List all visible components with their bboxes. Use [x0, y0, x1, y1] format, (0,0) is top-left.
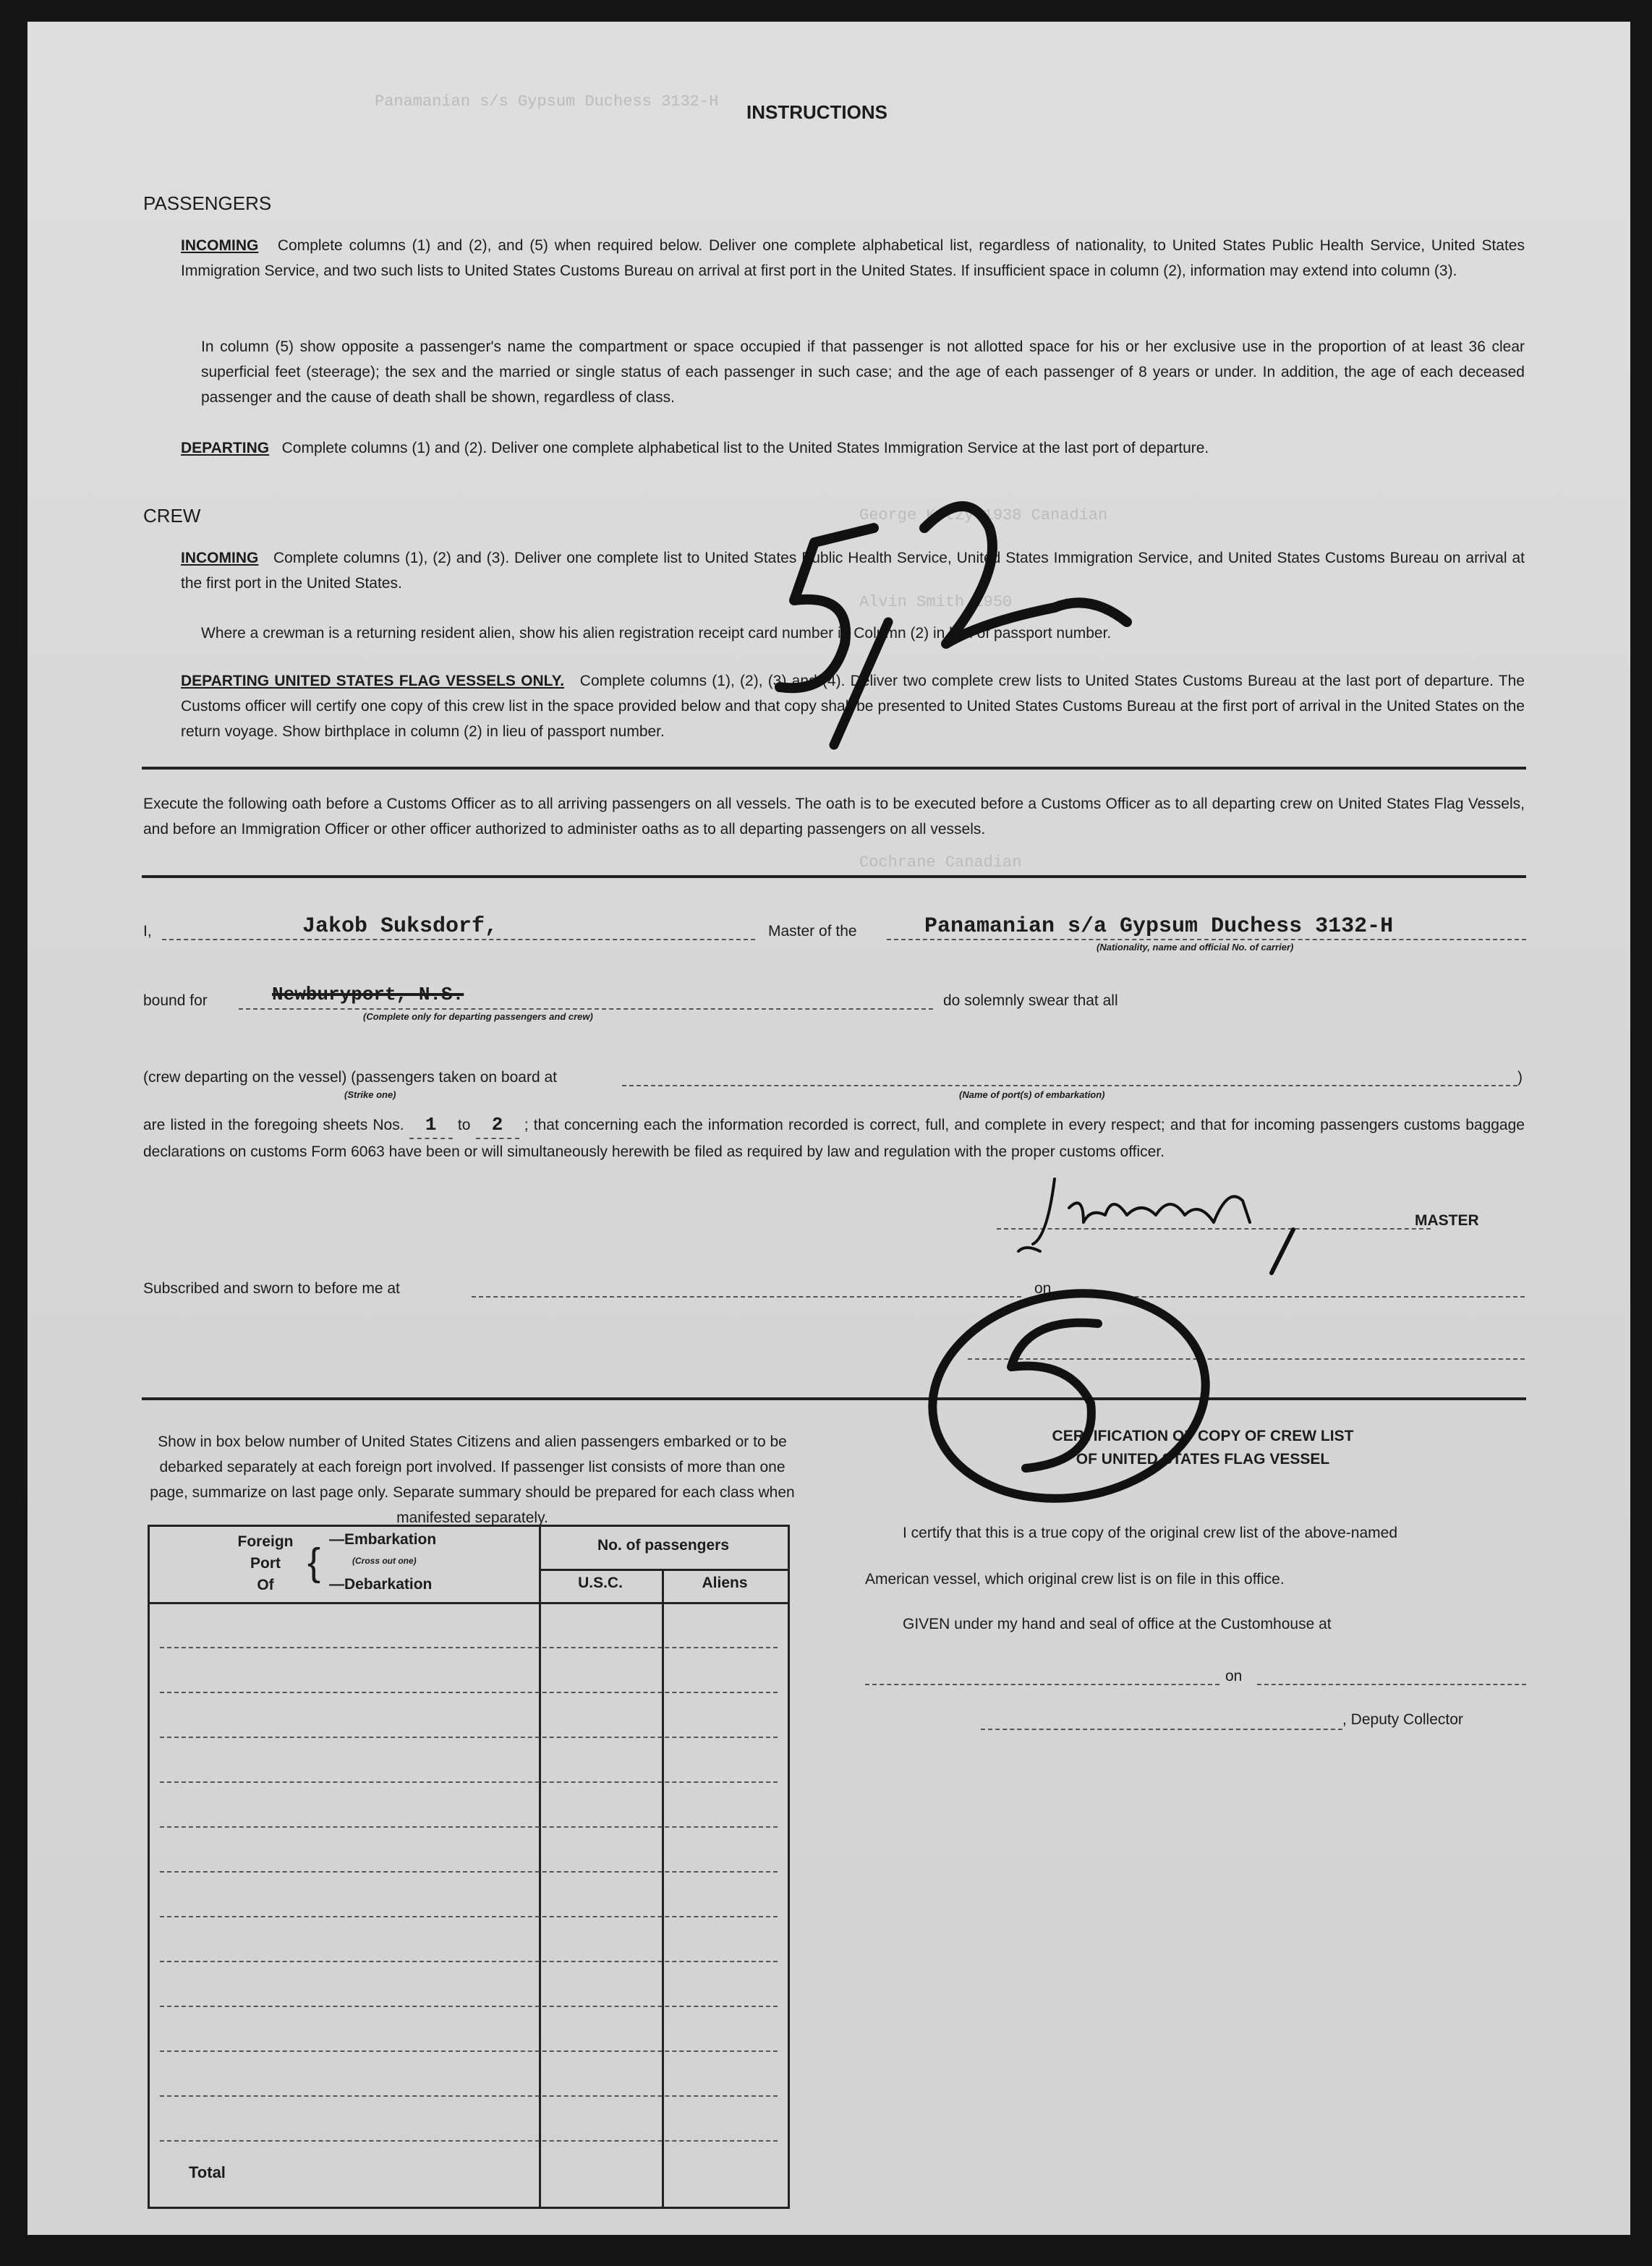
american-vessel-text: American vessel, which original crew list is on file in this office. [865, 1571, 1285, 1588]
passengers-departing-label: DEPARTING [181, 440, 270, 456]
foreign-port-word-2: Port [250, 1555, 281, 1572]
oath-intro: Execute the following oath before a Customs Officer as to all arriving passengers on all vessels. The oath is to be executed before a Customs Officer as to all departing crew on United States Flag Vessels, and before an Immigration Officer or other officer authorized to administer oaths as to all departing passengers on all vessels. [143, 796, 1525, 838]
crew-departing-text: Complete columns (1), (2), (3) and (4). Deliver two complete crew lists to United States Customs Bureau at the last port of departure. The Customs officer will certify one copy of this crew list in the space provided below and that copy shall be presented to United States Customs Bureau at the first port of arrival in the United States on the return voyage. Show birthplace in column (2) in lieu of passport number. [181, 673, 1525, 740]
crew-departing-label: DEPARTING UNITED STATES FLAG VESSELS ONLY. [181, 673, 565, 689]
given-text: GIVEN under my hand and seal of office at the Customhouse at [903, 1616, 1332, 1632]
crew-incoming-text: Complete columns (1), (2) and (3). Deliver one complete list to United States Public Health Service, United States Immigration Service, and United States Customs Bureau on arrival at the first port in the United States. [181, 550, 1525, 592]
cross-out-caption: (Cross out one) [352, 1556, 417, 1566]
master-name: Jakob Suksdorf, [302, 914, 498, 939]
crew-incoming-label: INCOMING [181, 550, 259, 566]
passengers-departing-text: Complete columns (1) and (2). Deliver one complete alphabetical list to the United States Immigration Service at the last port of departure. [281, 440, 1209, 456]
summary-text: Show in box below number of United States Citizens and alien passengers embarked or to be debarked separately at each foreign port involved. If passenger list consists of more than one page, summarize on last page only. Separate summary should be prepared for each class when manifested separately. [150, 1434, 795, 1526]
usc-header: U.S.C. [578, 1575, 623, 1591]
foreign-port-word-3: Of [257, 1577, 274, 1593]
total-label: Total [189, 2163, 226, 2181]
handwritten-5-stroke [780, 528, 874, 688]
crew-departing-line-text: (crew departing on the vessel) (passengers taken on board at [143, 1069, 557, 1086]
bound-for-label: bound for [143, 992, 208, 1009]
debarkation-label: —Debarkation [329, 1576, 433, 1593]
certification-on-label: on [1225, 1668, 1243, 1684]
sheet-from: 1 [409, 1112, 453, 1139]
bound-caption: (Complete only for departing passengers and crew) [363, 1011, 593, 1022]
close-paren: ) [1517, 1069, 1523, 1086]
handwriting-overlay [27, 22, 1630, 2235]
foreign-port-word-1: Foreign [237, 1533, 294, 1550]
subscribed-on-label: on [1034, 1280, 1052, 1297]
ports-caption: (Name of port(s) of embarkation) [959, 1089, 1105, 1100]
column5-paragraph: In column (5) show opposite a passenger's name the compartment or space occupied if that passenger is not allotted space for his or her exclusive use in the proportion of at least 36 clear superficial feet (steerage); the sex and the married or single status of each passenger in such case; and the age of each passenger of 8 years or under. In addition, the age of each deceased passenger and the cause of death shall be shown, regardless of class. [201, 338, 1525, 406]
circle-stroke [916, 1272, 1222, 1520]
certify-text: I certify that this is a true copy of the original crew list of the above-named [903, 1525, 1397, 1541]
resident-alien-paragraph: Where a crewman is a returning resident alien, show his alien registration receipt card number in Column (2) in lieu of passport number. [201, 625, 1112, 642]
document-page: Panamanian s/s Gypsum Duchess 3132-H George Kotzy 1938 Canadian Alvin Smith 1950 Cochrane Canadian INSTRUCTIONS PASSENGERS INCOMING Complete columns (1) and (2), and (5) when required below. Deliver one complete alphabetical list, regardless of nationality, to United States Public Health Service, United States Immigration Service, and two such lists to United States Customs Bureau on arrival at first port in the United States. If insufficient space in column (2), information may extend into column (3). In column (5) show opposite a passenger's name the compartment or space occupied if that passenger is not allotted space for his or her exclusive use in the proportion of at least 36 clear superficial feet (steerage); the sex and the married or single status of each passenger in such case; and the age of each passenger of 8 years or under. In addition, the age of each deceased passenger and the cause of death shall be shown, regardless of class. DEPARTING Complete columns (1) and (2). Deliver one complete alphabetical list to the United States Immigration Service at the last port of departure. CREW INCOMING Complete columns (1), (2) and (3). Deliver one complete list to United States Public Health Service, United States Immigration Service, and United States Customs Bureau on arrival at the first port in the United States. Where a crewman is a returning resident alien, show his alien registration receipt card number in Column (2) in lieu of passport number. DEPARTING UNITED STATES FLAG VESSELS ONLY. Complete columns (1), (2), (3) and (4). Deliver two complete crew lists to United States Customs Bureau at the last port of departure. The Customs officer will certify one copy of this crew list in the space provided below and that copy shall be presented to United States Customs Bureau at the first port of arrival in the United States on the return voyage. Show birthplace in column (2) in lieu of passport number. Execute the following oath before a Customs Officer as to all arriving passengers on all vessels. The oath is to be executed before a Customs Officer as to all departing crew on United States Flag Vessels, and before an Immigration Officer or other officer authorized to administer oaths as to all departing passengers on all vessels. I, Jakob Suksdorf, Master of the Panamanian s/a Gypsum Duchess 3132-H (Nationality, name and official No. of carrier) bound for Newburyport, N.S. (Complete only for departing passengers and crew) do solemnly swear that all (crew departing on the vessel) (passengers taken on board at ) (Strike one) (Name of port(s) of embarkation) are listed in the foregoing sheets Nos. 1 to 2 ; that concerning each the information recorded is correct, full, and complete in every respect; and that for incoming passengers customs baggage declarations on customs Form 6063 have been or will simultaneously herewith be filed as required by law and regulation with the proper customs officer. MASTER Subscribed and sworn to before me at on Show in box below number of United States Citizens and alien passengers embarked or to be debarked separately at each foreign port involved. If passenger list consists of more than one page, summarize on last page only. Separate summary should be prepared for each class when manifested separately. Foreign Port Of { —Embarkation (Cross out one) —Debarkation No. of passengers U.S.C. Aliens Total CERTIFICATION OF COPY OF CREW LIST OF UNITED STATES FLAG VESSEL I certify that this is a true copy of the original crew list of the above-named American vessel, which original crew list is on file in this office. GIVEN under my hand and seal of office at the Customhouse at on , Deputy Collector [27, 22, 1630, 2235]
aliens-header: Aliens [702, 1575, 748, 1591]
passengers-heading: PASSENGERS [143, 192, 272, 214]
deputy-collector-label: , Deputy Collector [1342, 1711, 1463, 1728]
sheet-to: 2 [476, 1112, 519, 1139]
oath-i-label: I, [143, 923, 152, 940]
bound-for-struck: Newburyport, N.S. [272, 984, 464, 1005]
crew-heading: CREW [143, 505, 201, 527]
swear-text: do solemnly swear that all [943, 992, 1118, 1009]
signature-stroke [1018, 1179, 1250, 1251]
passengers-incoming-label: INCOMING [181, 237, 259, 254]
subscribed-label: Subscribed and sworn to before me at [143, 1280, 400, 1297]
embarkation-label: —Embarkation [329, 1531, 437, 1548]
no-passengers-header: No. of passengers [597, 1537, 730, 1554]
certification-title-line-2: OF UNITED STATES FLAG VESSEL [1076, 1451, 1330, 1468]
sheets-rest: ; that concerning each the information recorded is correct, full, and complete in every respect; and that for incoming passengers customs baggage declarations on customs Form 6063 have been or will simultaneously herewith be filed as required by law and regulation with the proper customs officer. [143, 1117, 1525, 1160]
brace-icon: { [307, 1541, 321, 1584]
vessel-caption: (Nationality, name and official No. of carrier) [1097, 942, 1294, 953]
signature-tick-stroke [1272, 1230, 1293, 1273]
circled-5-stroke [1011, 1323, 1098, 1468]
master-label: MASTER [1415, 1212, 1479, 1229]
certification-title-line-1: CERTIFICATION OF COPY OF CREW LIST [1052, 1428, 1354, 1444]
passengers-incoming-text: Complete columns (1) and (2), and (5) when required below. Deliver one complete alphabetical list, regardless of nationality, to United States Public Health Service, United States Immigration Service, and two such lists to United States Customs Bureau on arrival at first port in the United States. If insufficient space in column (2), information may extend into column (3). [181, 237, 1525, 279]
vessel-name: Panamanian s/a Gypsum Duchess 3132-H [924, 914, 1394, 939]
sheets-label: are listed in the foregoing sheets Nos. [143, 1117, 404, 1133]
to-label: to [457, 1117, 471, 1133]
master-of-label: Master of the [768, 923, 857, 940]
page-title: INSTRUCTIONS [746, 101, 887, 123]
handwritten-2-stroke [924, 506, 1127, 644]
strike-caption: (Strike one) [344, 1089, 396, 1100]
